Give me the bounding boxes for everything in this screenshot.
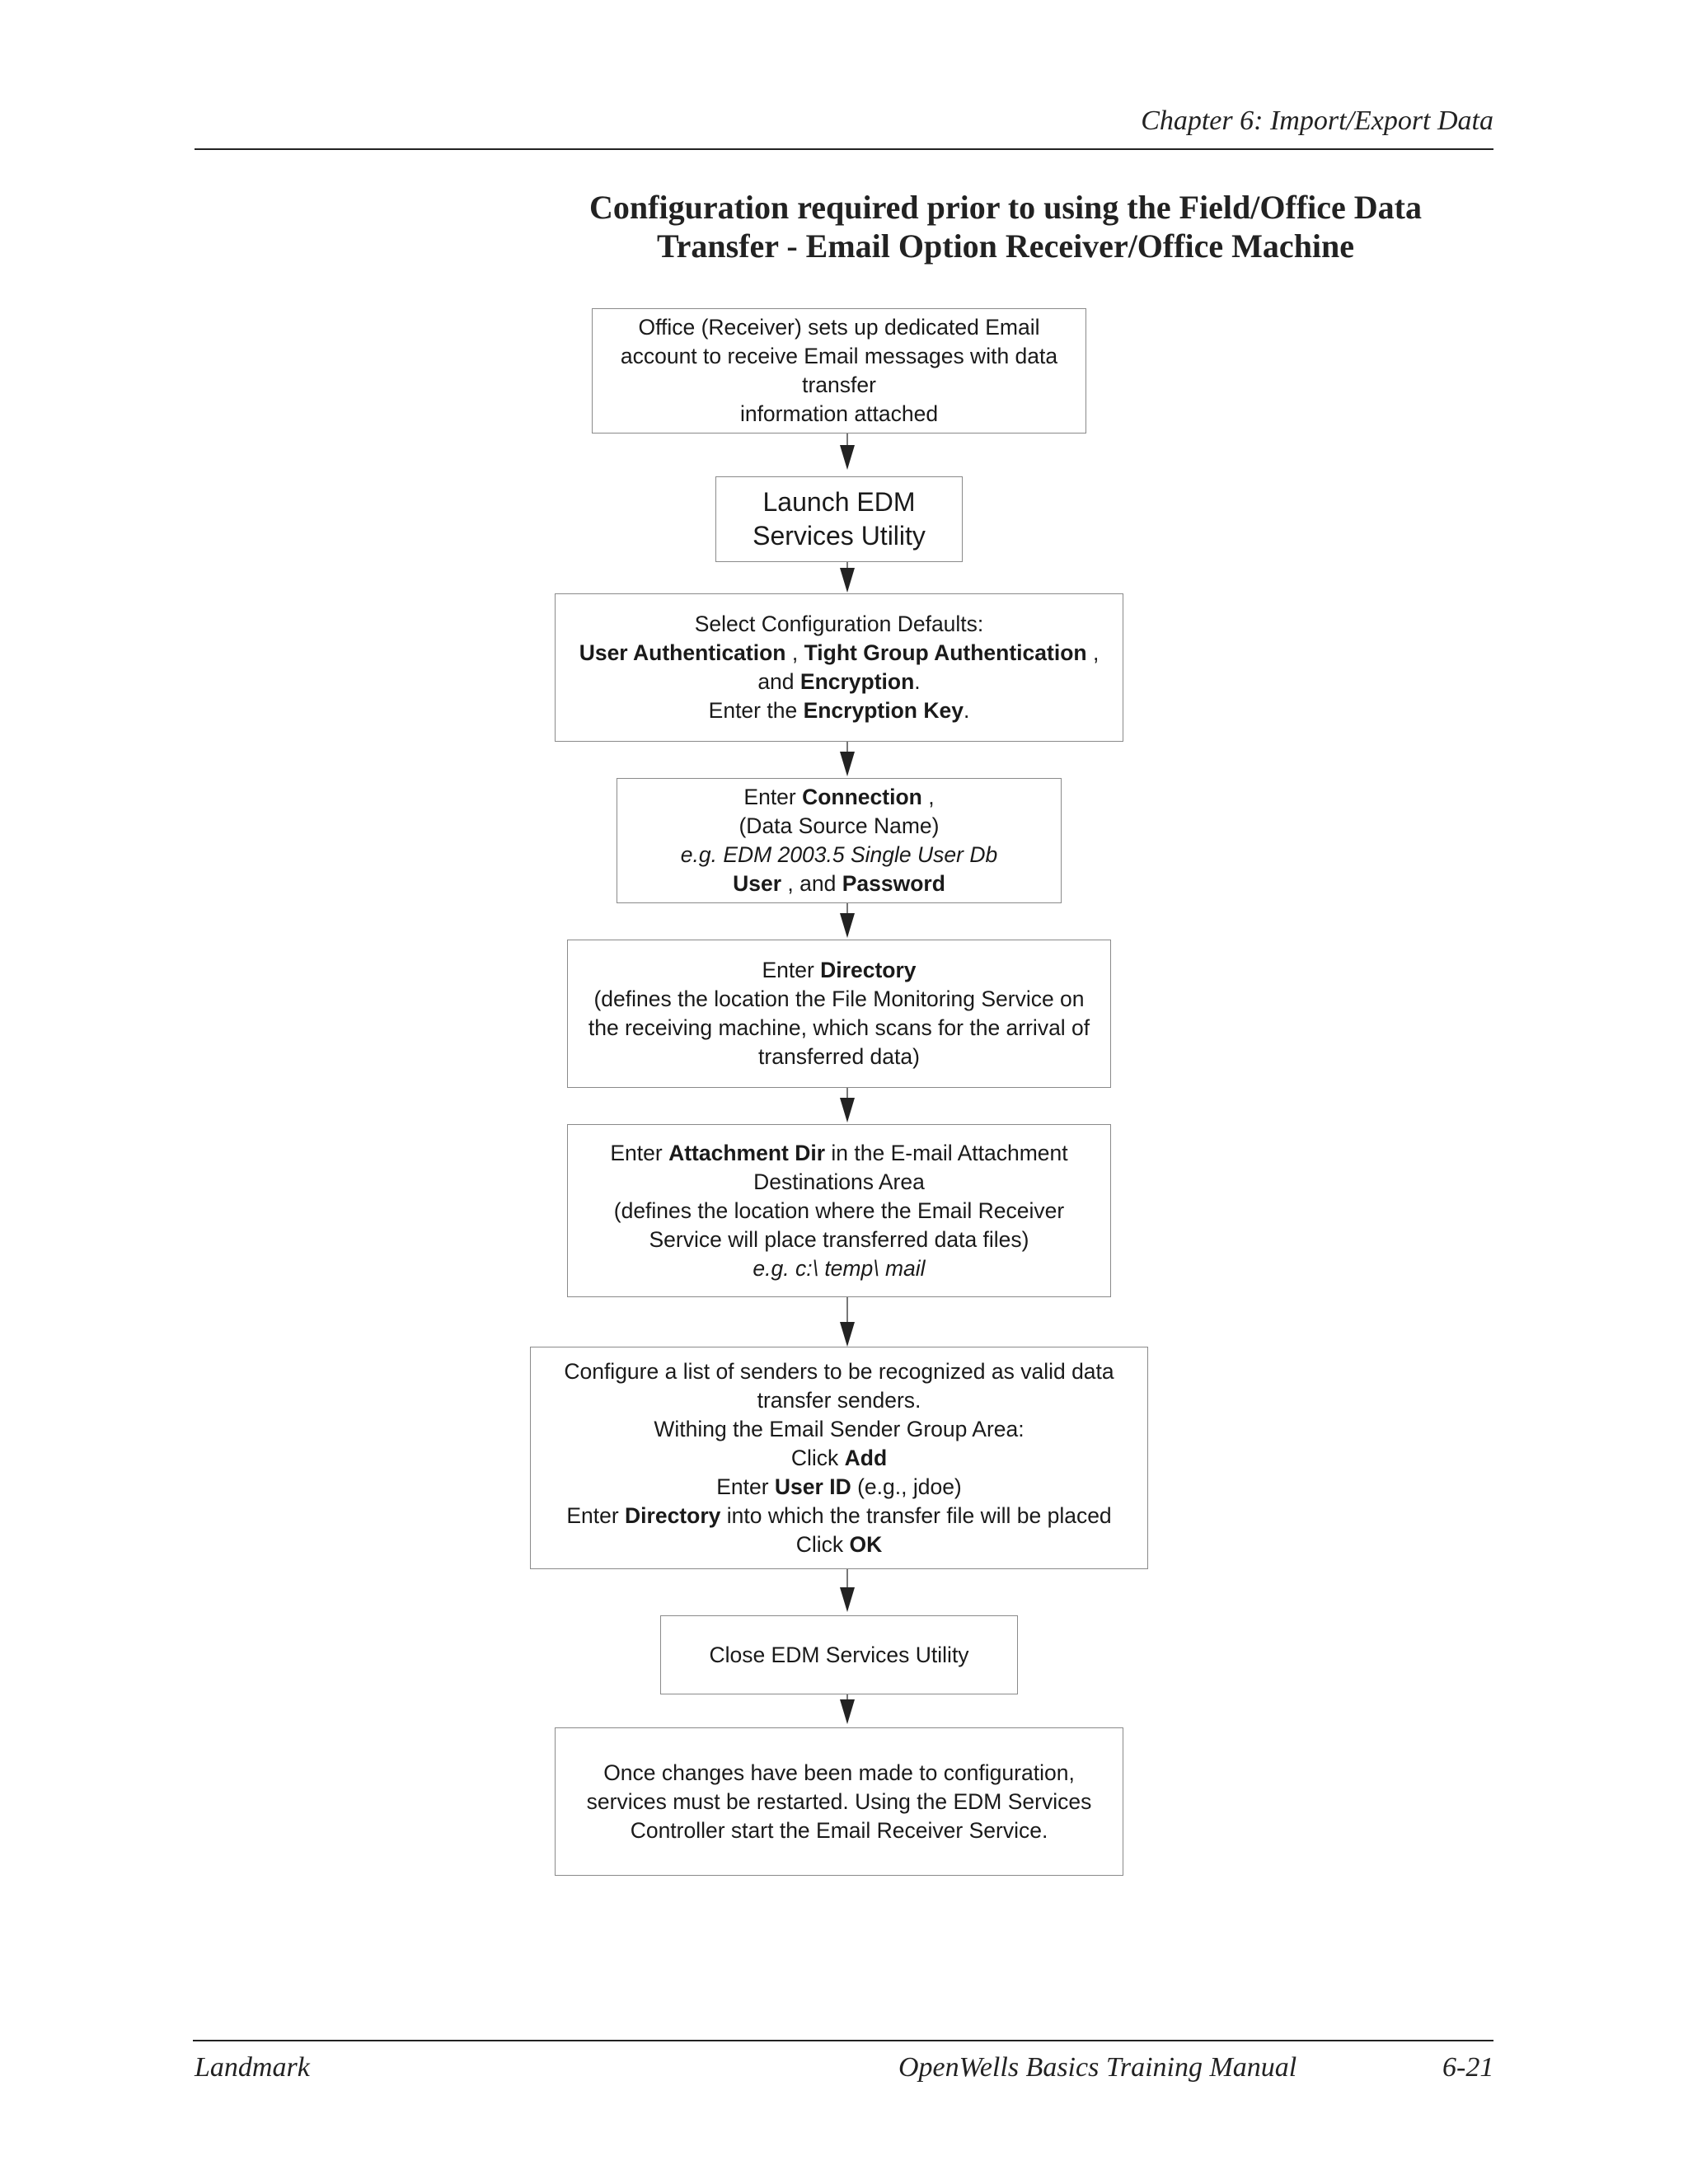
arrow-7-icon <box>840 1587 855 1612</box>
connector-7 <box>846 1569 848 1587</box>
step7-directory-rest: into which the transfer file will be placed <box>720 1502 1112 1528</box>
flow-step-attachment-dir <box>567 1124 1111 1297</box>
user-term: User <box>733 871 782 896</box>
step3-line3 <box>757 668 920 696</box>
step7-enter1: Enter <box>716 1474 775 1499</box>
connector-4 <box>846 903 848 913</box>
arrow-3-icon <box>840 752 855 776</box>
step5-enter: Enter <box>762 958 821 982</box>
step6-example: e.g. c:\ temp\ mail <box>753 1255 926 1281</box>
step5-line2: (defines the location the File Monitoring Service on <box>593 987 1085 1011</box>
flow-step-connection <box>617 778 1062 903</box>
encryption-key-term: Encryption Key <box>803 698 964 723</box>
step6-enter: Enter <box>610 1140 669 1165</box>
step1-line3: transfer <box>802 373 876 397</box>
step6-line4: Service will place transferred data files) <box>649 1226 1029 1252</box>
step4-example: e.g. EDM 2003.5 Single User Db <box>680 842 998 867</box>
flow-step-setup-email-account <box>592 308 1086 434</box>
step7-line1: Configure a list of senders to be recognized as valid data <box>564 1358 1114 1384</box>
flow-step-launch-utility <box>715 476 963 562</box>
step8-line1: Close EDM Services Utility <box>709 1642 969 1667</box>
chapter-header: Chapter 6: Import/Export Data <box>1141 105 1493 136</box>
step1-line2: account to receive Email messages with data <box>620 344 1058 368</box>
step3-and: and <box>757 669 800 694</box>
connector-5 <box>846 1088 848 1098</box>
ok-term: OK <box>849 1531 883 1557</box>
step3-sep1: , <box>785 640 804 665</box>
arrow-6-icon <box>840 1322 855 1347</box>
connector-1 <box>846 434 848 445</box>
step7-line7 <box>796 1530 883 1559</box>
footer-publisher: Landmark <box>195 2052 310 2083</box>
step9-line1: Once changes have been made to configuration, <box>603 1760 1075 1785</box>
step7-line2: transfer senders. <box>757 1387 921 1413</box>
step3-enter: Enter the <box>708 698 804 723</box>
page-title <box>511 188 1500 265</box>
step9-line2: services must be restarted. Using the EDM Services <box>586 1788 1092 1814</box>
flow-step-sender-group <box>530 1347 1148 1569</box>
step4-line2: (Data Source Name) <box>738 813 940 838</box>
step6-line2: Destinations Area <box>753 1169 925 1194</box>
connector-6 <box>846 1297 848 1322</box>
arrow-1-icon <box>840 445 855 470</box>
arrow-5-icon <box>840 1098 855 1122</box>
step3-period1: . <box>914 669 921 694</box>
step3-sep2: , <box>1086 640 1100 665</box>
arrow-2-icon <box>840 568 855 593</box>
step7-click1: Click <box>790 1445 845 1470</box>
step7-line4 <box>791 1444 887 1473</box>
step3-line2 <box>579 639 1100 668</box>
step1-line4: information attached <box>739 401 939 426</box>
step1-line1: Office (Receiver) sets up dedicated Email <box>638 315 1040 340</box>
step4-and: , and <box>781 871 842 896</box>
step7-line3: Withing the Email Sender Group Area: <box>654 1416 1025 1441</box>
step2-line2: Services Utility <box>753 521 926 551</box>
arrow-8-icon <box>840 1699 855 1724</box>
step2-line1: Launch EDM <box>762 487 916 517</box>
step7-userid-example: (e.g., jdoe) <box>851 1474 962 1499</box>
flow-step-close-utility <box>660 1615 1018 1694</box>
flow-step-restart-services <box>555 1727 1123 1876</box>
connector-3 <box>846 742 848 752</box>
step7-line6 <box>566 1502 1111 1530</box>
user-authentication-term: User Authentication <box>579 640 786 665</box>
step4-line4 <box>733 869 945 898</box>
tight-group-authentication-term: Tight Group Authentication <box>804 640 1087 665</box>
encryption-term: Encryption <box>799 669 915 694</box>
footer-rule <box>193 2040 1493 2041</box>
attachment-dir-term: Attachment Dir <box>668 1140 826 1165</box>
connection-term: Connection <box>802 785 922 809</box>
step4-enter: Enter <box>743 785 803 809</box>
title-line-1: Configuration required prior to using the Field/Office Data <box>589 189 1422 226</box>
step7-line5 <box>716 1473 962 1502</box>
flow-step-configuration-defaults <box>555 593 1123 742</box>
directory-term: Directory <box>820 958 917 982</box>
step7-enter2: Enter <box>566 1502 626 1528</box>
password-term: Password <box>842 871 945 896</box>
footer-manual-title: OpenWells Basics Training Manual <box>898 2052 1297 2083</box>
step3-line4 <box>709 696 970 725</box>
page-number: 6-21 <box>1442 2052 1494 2083</box>
flow-step-directory <box>567 940 1111 1088</box>
add-term: Add <box>844 1445 888 1470</box>
step5-line3: the receiving machine, which scans for the arrival of <box>588 1015 1090 1040</box>
step7-click2: Click <box>795 1531 850 1557</box>
connector-2 <box>846 562 848 568</box>
step4-line1 <box>743 783 934 812</box>
step3-period2: . <box>963 698 970 723</box>
step5-line1 <box>762 956 916 985</box>
step6-line1 <box>610 1139 1067 1168</box>
title-line-2: Transfer - Email Option Receiver/Office Machine <box>656 227 1355 265</box>
sender-directory-term: Directory <box>625 1502 721 1528</box>
step3-line1: Select Configuration Defaults: <box>694 612 984 636</box>
step9-line3: Controller start the Email Receiver Service. <box>630 1817 1048 1843</box>
step5-line4: transferred data) <box>758 1044 920 1069</box>
arrow-4-icon <box>840 913 855 938</box>
step6-rest: in the E-mail Attachment <box>825 1140 1068 1165</box>
step4-comma: , <box>921 785 935 809</box>
user-id-term: User ID <box>774 1474 851 1499</box>
header-rule <box>195 148 1493 150</box>
step6-line3: (defines the location where the Email Receiver <box>613 1197 1065 1223</box>
